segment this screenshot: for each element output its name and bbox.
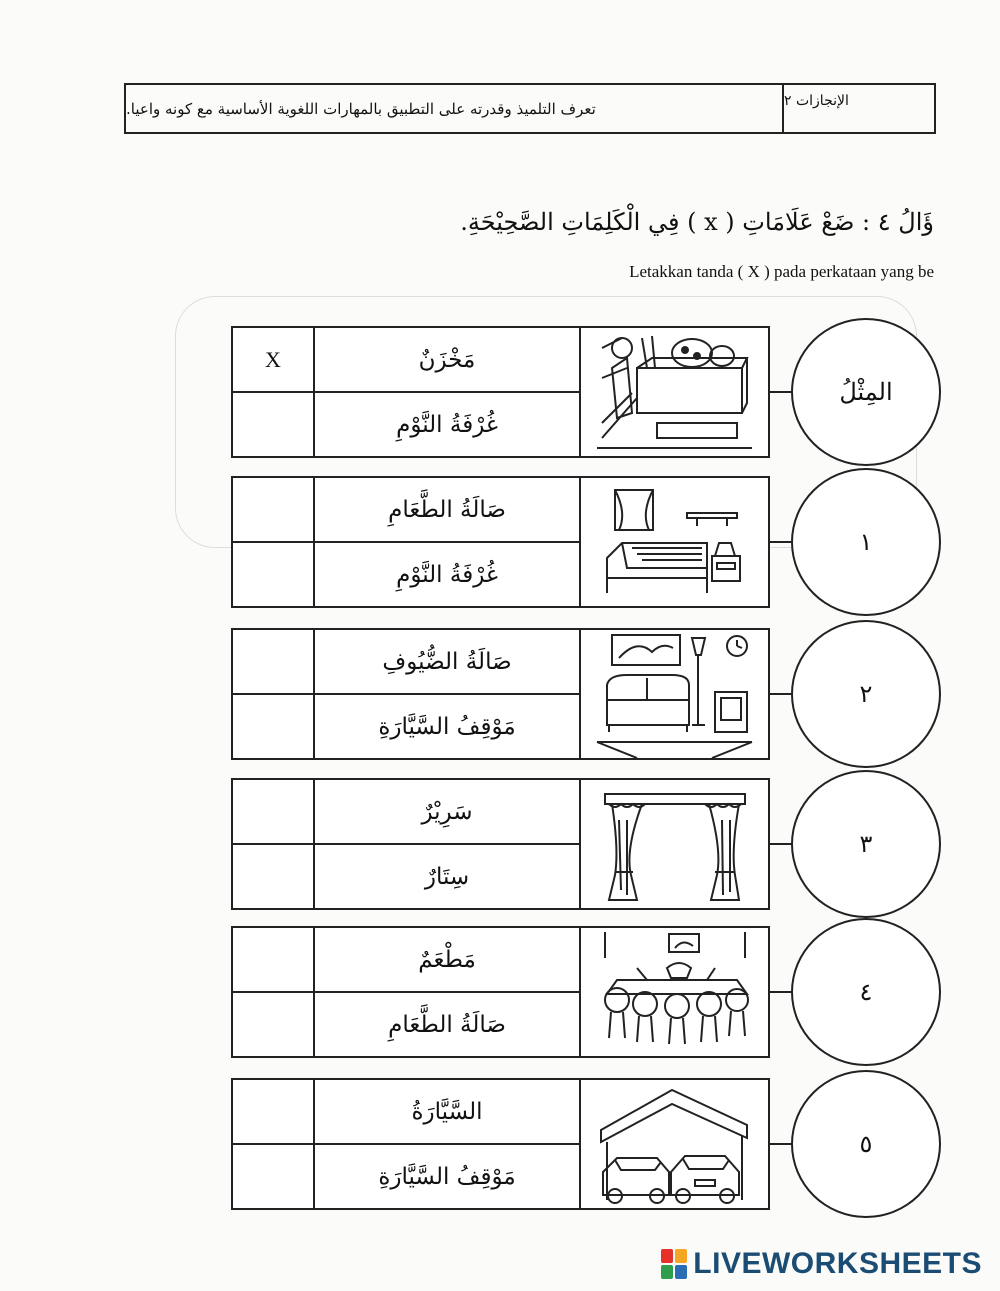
mark-box[interactable]: [233, 928, 313, 991]
connector-line: [768, 1143, 792, 1145]
word-column: [315, 328, 581, 456]
option-word: صَالَةُ الضُّيُوفِ: [382, 648, 512, 675]
item-label: المِثْلُ: [791, 318, 941, 466]
item-label: ٢: [791, 620, 941, 768]
word-column: [315, 478, 581, 606]
option-word: مَوْقِفُ السَّيَّارَةِ: [315, 1143, 579, 1208]
header-description: تعرف التلميذ وقدرته على التطبيق بالمهارات اللغوية الأساسية مع كونه واعيا.: [126, 85, 784, 132]
connector-line: [768, 991, 792, 993]
logo-text: LIVEWORKSHEETS: [693, 1247, 982, 1280]
item-label: ٣: [791, 770, 941, 918]
storage-box-icon: [581, 328, 768, 456]
question-item-4: [231, 926, 881, 1058]
word-column: [315, 928, 581, 1056]
item-label: ٥: [791, 1070, 941, 1218]
mark-box[interactable]: [233, 541, 313, 606]
mark-column: [233, 928, 315, 1056]
curtain-icon: [581, 780, 768, 908]
connector-line: [768, 843, 792, 845]
answer-table: [231, 1078, 770, 1210]
connector-line: [768, 391, 792, 393]
example-item: [231, 326, 893, 458]
mark-box[interactable]: [233, 1080, 313, 1143]
mark-column: [233, 630, 315, 758]
option-word: مَوْقِفُ السَّيَّارَةِ: [315, 693, 579, 758]
logo-icon: [661, 1249, 687, 1279]
item-label: ٤: [791, 918, 941, 1066]
option-word: صَالَةُ الطَّعَامِ: [315, 991, 579, 1056]
mark-box[interactable]: [233, 630, 313, 693]
question-item-1: [231, 476, 881, 608]
mark-box[interactable]: [233, 478, 313, 541]
liveworksheets-logo: [661, 1247, 982, 1281]
answer-table: [231, 778, 770, 910]
mark-column: [233, 1080, 315, 1208]
mark-box[interactable]: [233, 991, 313, 1056]
question-title: ؤَالُ ٤ : ضَعْ عَلَامَاتِ ( x ) فِي الْكَلِمَاتِ الصَّحِيْحَةِ.: [460, 208, 934, 236]
header-label: الإنجازات ٢: [784, 93, 849, 109]
mark-box[interactable]: [233, 391, 313, 456]
header-box: [124, 83, 936, 134]
option-word: سَرِيْرٌ: [421, 798, 473, 825]
mark-column: [233, 780, 315, 908]
option-word: السَّيَّارَةُ: [411, 1098, 483, 1125]
option-word: مَطْعَمٌ: [418, 946, 476, 973]
question-item-5: [231, 1078, 881, 1210]
answer-table: [231, 326, 770, 458]
bedroom-icon: [581, 478, 768, 606]
word-column: [315, 630, 581, 758]
item-label: ١: [791, 468, 941, 616]
question-item-2: [231, 628, 881, 760]
mark-column: [233, 328, 315, 456]
option-word: سِتَارٌ: [315, 843, 579, 908]
answer-table: [231, 926, 770, 1058]
mark-box[interactable]: [233, 843, 313, 908]
dining-room-icon: [581, 928, 768, 1056]
car-garage-icon: [581, 1080, 768, 1208]
option-word: مَخْزَنٌ: [418, 346, 476, 373]
connector-line: [768, 541, 792, 543]
mark-box[interactable]: [233, 780, 313, 843]
answer-table: [231, 628, 770, 760]
mark-box[interactable]: X: [265, 346, 281, 372]
word-column: [315, 780, 581, 908]
mark-column: [233, 478, 315, 606]
mark-box[interactable]: [233, 1143, 313, 1208]
option-word: غُرْفَةُ النَّوْمِ: [315, 541, 579, 606]
mark-box[interactable]: [233, 693, 313, 758]
answer-table: [231, 476, 770, 608]
living-room-icon: [581, 630, 768, 758]
connector-line: [768, 693, 792, 695]
option-word: غُرْفَةُ النَّوْمِ: [315, 391, 579, 456]
word-column: [315, 1080, 581, 1208]
question-item-3: [231, 778, 881, 910]
option-word: صَالَةُ الطَّعَامِ: [388, 496, 506, 523]
question-instruction: Letakkan tanda ( X ) pada perkataan yang be: [629, 262, 934, 281]
